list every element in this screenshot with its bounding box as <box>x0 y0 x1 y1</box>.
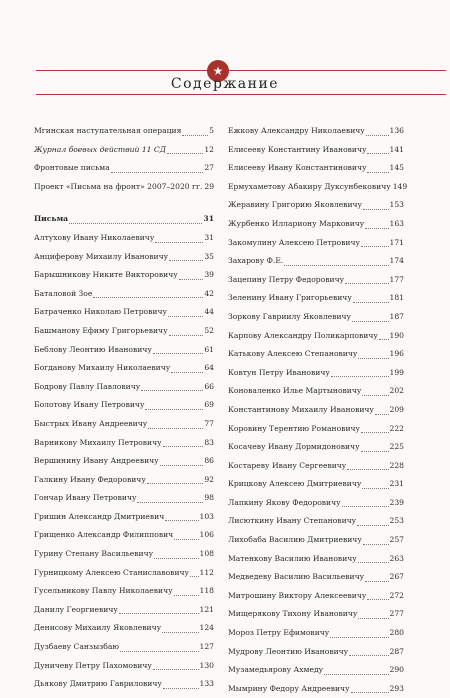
toc-entry-name: Ковтун Петру Ивановичу <box>228 367 330 377</box>
toc-entry-name: Коровину Терентию Романовичу <box>228 423 360 433</box>
toc-entry-page: 64 <box>204 363 214 373</box>
toc-entry-name: Письма <box>34 214 69 224</box>
toc-left-column <box>34 122 214 694</box>
leader-dots <box>363 539 389 545</box>
toc-entry[interactable] <box>34 122 214 141</box>
toc-entry-page: 145 <box>389 163 404 173</box>
star-icon: ★ <box>207 60 229 82</box>
toc-entry[interactable] <box>228 624 404 643</box>
toc-entry-name: Данилу Георгиевичу <box>34 604 118 614</box>
leader-dots <box>69 218 202 224</box>
toc-entry-page: 290 <box>389 665 404 675</box>
toc-entry-page: 199 <box>389 367 404 377</box>
toc-entry-page: 5 <box>209 126 214 135</box>
toc-entry-name: Варникову Михаилу Петровичу <box>34 437 162 447</box>
toc-entry[interactable] <box>228 457 404 476</box>
toc-entry[interactable] <box>34 638 214 657</box>
leader-dots <box>349 650 388 656</box>
leader-dots <box>342 501 389 507</box>
leader-dots <box>358 613 388 619</box>
toc-entry-name: Батраченко Николаю Петровичу <box>34 307 167 317</box>
toc-entry-page: 231 <box>389 479 404 489</box>
leader-dots <box>137 497 203 503</box>
toc-entry-page: 29 <box>204 181 215 191</box>
leader-dots <box>148 423 203 429</box>
toc-entry-page: 35 <box>204 251 214 261</box>
toc-entry[interactable] <box>34 489 214 508</box>
toc-entry[interactable] <box>228 420 404 439</box>
leader-dots <box>190 571 199 577</box>
toc-entry-page: 86 <box>204 456 214 466</box>
leader-dots <box>171 367 203 373</box>
toc-entry[interactable] <box>228 550 404 569</box>
toc-entry[interactable] <box>228 327 404 346</box>
toc-entry-name: Вершинину Ивану Андреевичу <box>34 456 159 466</box>
toc-entry[interactable] <box>34 285 214 304</box>
toc-entry-page: 171 <box>389 237 404 247</box>
toc-entry-page: 31 <box>203 214 214 224</box>
toc-entry-page: 136 <box>389 126 404 135</box>
toc-entry-name: Гурницкому Алексею Станиславовичу <box>34 567 189 577</box>
toc-entry-page: 39 <box>204 270 214 280</box>
toc-entry-page: 98 <box>204 493 214 503</box>
toc-entry-name: Галкину Ивану Федоровичу <box>34 474 146 484</box>
toc-entry-name: Бодрову Павлу Павловичу <box>34 381 141 391</box>
toc-entry-name: Мудрову Леонтию Ивановичу <box>228 646 349 656</box>
toc-entry[interactable] <box>34 434 214 453</box>
toc-entry-name: Косачеву Ивану Дормидоновичу <box>228 442 360 452</box>
toc-entry-name: Денисову Михаилу Яковлевичу <box>34 623 162 633</box>
leader-dots <box>154 553 198 559</box>
toc-entry-page: 133 <box>199 679 214 689</box>
toc-entry-name: Лихобаба Василию Дмитриевичу <box>228 535 362 545</box>
toc-entry-page: 293 <box>389 683 404 693</box>
toc-entry[interactable] <box>34 303 214 322</box>
toc-entry-name: Мищерякову Тихону Ивановичу <box>228 609 358 619</box>
toc-entry[interactable] <box>228 531 404 550</box>
toc-entry-page: 118 <box>199 586 214 596</box>
leader-dots <box>163 441 204 447</box>
toc-entry-name: Гришин Александр Дмитриевич <box>34 511 165 521</box>
toc-entry-page: 92 <box>204 474 214 484</box>
leader-dots <box>182 130 208 136</box>
toc-entry[interactable] <box>228 159 404 178</box>
toc-entry[interactable] <box>228 345 404 364</box>
leader-dots <box>168 311 203 317</box>
leader-dots <box>353 297 389 303</box>
toc-entry-page: 112 <box>199 567 214 577</box>
toc-entry[interactable] <box>228 661 404 680</box>
toc-entry-page: 124 <box>199 623 214 633</box>
leader-dots <box>165 515 198 521</box>
toc-entry[interactable] <box>228 364 404 383</box>
page-title: Содержание <box>170 76 280 92</box>
page-header <box>0 50 450 100</box>
toc-entry-page: 181 <box>389 293 404 303</box>
toc-entry-name: Зоркову Гавриилу Яковлевичу <box>228 311 352 321</box>
toc-entry[interactable] <box>228 680 404 698</box>
toc-entry-page: 190 <box>389 330 404 340</box>
toc-entry[interactable] <box>228 494 404 513</box>
leader-dots <box>352 316 388 322</box>
toc-entry-name: Лапкину Якову Федоровичу <box>228 497 341 507</box>
toc-entry-name: Дуничеву Петру Пахомовичу <box>34 660 152 670</box>
toc-entry-name: Алтухову Ивану Николаевичу <box>34 232 155 242</box>
toc-entry-name: Зацепину Петру Федоровичу <box>228 274 345 284</box>
toc-entry-page: 42 <box>204 288 214 298</box>
toc-entry[interactable] <box>228 475 404 494</box>
leader-dots <box>324 669 388 675</box>
toc-entry-page: 127 <box>199 642 214 652</box>
toc-entry-page: 69 <box>204 400 214 410</box>
leader-dots <box>331 371 389 377</box>
leader-dots <box>160 460 204 466</box>
toc-entry[interactable] <box>228 308 404 327</box>
toc-entry-page: 52 <box>204 325 214 335</box>
toc-entry-page: 130 <box>199 660 214 670</box>
toc-entry-name: Зеленину Ивану Григорьевичу <box>228 293 352 303</box>
toc-right-column <box>228 122 408 698</box>
toc-entry-page: 272 <box>389 590 404 600</box>
toc-entry-name: Быстрых Ивану Андреевичу <box>34 418 148 428</box>
leader-dots <box>365 576 388 582</box>
toc-entry[interactable] <box>34 601 214 620</box>
toc-entry-name: Башманову Ефиму Григорьевичу <box>34 325 168 335</box>
leader-dots <box>367 167 388 173</box>
toc-entry-page: 149 <box>392 181 408 191</box>
toc-entry-name: Лисюткину Ивану Степановичу <box>228 516 357 526</box>
leader-dots <box>284 260 388 266</box>
leader-dots <box>379 334 389 340</box>
toc-entry-page: 222 <box>389 423 404 433</box>
leader-dots <box>163 683 199 689</box>
toc-entry[interactable] <box>228 122 404 141</box>
toc-entry-name: Константинову Михаилу Ивановичу <box>228 404 374 414</box>
toc-entry-page: 225 <box>389 442 404 452</box>
leader-dots <box>111 167 204 173</box>
leader-dots <box>169 330 204 336</box>
leader-dots <box>345 278 388 284</box>
toc-entry[interactable] <box>228 178 408 197</box>
toc-entry-page: 27 <box>204 163 214 173</box>
toc-entry-page: 83 <box>204 437 214 447</box>
toc-entry-page: 196 <box>389 349 404 359</box>
leader-dots <box>162 627 198 633</box>
toc-entry-page: 153 <box>389 200 404 210</box>
toc-entry[interactable] <box>228 382 404 401</box>
toc-entry-name: Дьякову Дмитрию Гавриловичу <box>34 679 162 689</box>
leader-dots <box>358 353 388 359</box>
toc-entry-name: Музамедьярову Ахмеду <box>228 665 324 675</box>
toc-entry-page: 280 <box>389 628 404 638</box>
toc-entry-name: Жеравину Григорию Яковлевичу <box>228 200 363 210</box>
toc-entry-page: 163 <box>389 218 404 228</box>
toc-entry-page: 277 <box>389 609 404 619</box>
toc-entry-name: Ежкову Александру Николаевичу <box>228 126 365 135</box>
toc-entry-name: Журнал боевых действий 11 СД <box>34 144 166 154</box>
leader-dots <box>145 404 203 410</box>
toc-entry[interactable] <box>34 359 214 378</box>
toc-entry[interactable] <box>228 252 404 271</box>
toc-entry-name: Фронтовые письма <box>34 163 110 173</box>
toc-entry-page: 108 <box>199 549 214 559</box>
toc-entry-page: 287 <box>389 646 404 656</box>
toc-entry-name: Беблову Леонтию Ивановичу <box>34 344 152 354</box>
leader-dots <box>330 632 388 638</box>
toc-entry[interactable] <box>228 234 404 253</box>
toc-entry-name: Мымрину Федору Андреевичу <box>228 683 350 693</box>
toc-entry-name: Коноваленко Илье Мартыновичу <box>228 386 362 396</box>
toc-entry-name: Проект «Письма на фронт» 2007–2020 гг. <box>34 181 203 191</box>
toc-entry-page: 121 <box>199 604 214 614</box>
leader-dots <box>358 557 389 563</box>
leader-dots <box>367 148 388 154</box>
toc-entry[interactable] <box>34 141 214 160</box>
toc-entry-name: Елисееву Константину Ивановичу <box>228 144 367 154</box>
toc-entry[interactable] <box>34 396 214 415</box>
leader-dots <box>174 534 198 540</box>
leader-dots <box>167 148 203 154</box>
leader-dots <box>93 292 203 298</box>
toc-entry[interactable] <box>228 401 404 420</box>
toc-entry[interactable] <box>228 568 404 587</box>
toc-entry[interactable] <box>34 471 214 490</box>
toc-entry-page: 103 <box>199 511 214 521</box>
toc-entry-name: Богданову Михаилу Николаевичу <box>34 363 171 373</box>
toc-entry-page: 44 <box>204 307 214 317</box>
toc-entry-name: Журбенко Иллариону Марковичу <box>228 218 365 228</box>
leader-dots <box>366 130 389 136</box>
leader-dots <box>375 409 389 415</box>
toc-entry-page: 61 <box>204 344 214 354</box>
toc-entry[interactable] <box>34 657 214 676</box>
toc-entry-name: Гурину Степану Васильевичу <box>34 549 154 559</box>
toc-entry[interactable] <box>34 266 214 285</box>
toc-entry[interactable] <box>34 322 214 341</box>
leader-dots <box>357 520 388 526</box>
toc-entry-name: Дузбаеву Санзызбаю <box>34 642 119 652</box>
toc-entry-page: 187 <box>389 311 404 321</box>
toc-entry[interactable] <box>228 141 404 160</box>
leader-dots <box>361 427 389 433</box>
toc-entry-name: Мгинская наступательная операция <box>34 126 182 135</box>
leader-dots <box>141 385 203 391</box>
toc-entry[interactable] <box>34 159 214 178</box>
toc-entry[interactable] <box>34 378 214 397</box>
leader-dots <box>155 237 203 243</box>
toc-entry[interactable] <box>34 619 214 638</box>
leader-dots <box>347 464 388 470</box>
toc-entry-page: 12 <box>204 144 214 154</box>
toc-entry-name: Мороз Петру Ефимовичу <box>228 628 330 638</box>
toc-entry[interactable] <box>34 229 214 248</box>
leader-dots <box>365 223 388 229</box>
leader-dots <box>361 446 389 452</box>
toc-entry-page: 263 <box>389 553 404 563</box>
leader-dots <box>169 255 203 261</box>
toc-entry[interactable] <box>34 526 214 545</box>
leader-dots <box>362 483 388 489</box>
toc-entry-name: Гусельникову Павлу Николаевичу <box>34 586 173 596</box>
leader-dots <box>363 204 388 210</box>
toc-entry[interactable] <box>34 178 214 197</box>
leader-dots <box>367 594 388 600</box>
toc-entry-name: Ермухаметову Абакиру Дуксунбековичу <box>228 181 391 191</box>
toc-entry-page: 253 <box>389 516 404 526</box>
header-rule-bottom <box>36 94 446 95</box>
toc-entry-name: Митрошину Виктору Алексеевичу <box>228 590 367 600</box>
leader-dots <box>119 608 199 614</box>
toc-entry[interactable] <box>34 545 214 564</box>
leader-dots <box>179 274 204 280</box>
toc-entry-name: Болотову Ивану Петровичу <box>34 400 145 410</box>
toc-entry-name: Закомулину Алексею Петровичу <box>228 237 360 247</box>
toc-entry-letters-heading[interactable] <box>34 210 214 229</box>
header-rule-top <box>36 70 446 71</box>
toc-entry[interactable] <box>228 215 404 234</box>
toc-entry[interactable] <box>228 271 404 290</box>
toc-entry-name: Елисееву Ивану Константиновичу <box>228 163 367 173</box>
toc-entry-page: 77 <box>204 418 214 428</box>
toc-entry[interactable] <box>34 415 214 434</box>
leader-dots <box>153 664 199 670</box>
leader-dots <box>120 646 199 652</box>
toc-entry[interactable] <box>34 248 214 267</box>
toc-entry[interactable] <box>228 438 404 457</box>
toc-entry-name: Медведеву Василию Васильевичу <box>228 572 365 582</box>
toc-entry[interactable] <box>228 587 404 606</box>
toc-entry[interactable] <box>34 508 214 527</box>
toc-entry-name: Баталовой Зое <box>34 288 93 298</box>
leader-dots <box>361 241 389 247</box>
toc-entry-name: Крицкову Алексею Дмитриевичу <box>228 479 362 489</box>
toc-entry-page: 228 <box>389 460 404 470</box>
toc-entry[interactable] <box>34 452 214 471</box>
toc-entry[interactable] <box>228 605 404 624</box>
toc-entry[interactable] <box>34 564 214 583</box>
toc-entry-page: 177 <box>389 274 404 284</box>
toc-entry-name: Карпову Александру Поликарповичу <box>228 330 378 340</box>
toc-entry-page: 202 <box>389 386 404 396</box>
toc-entry-page: 31 <box>204 232 214 242</box>
toc-entry-name: Костареву Ивану Сергеевичу <box>228 460 347 470</box>
toc-entry-page: 174 <box>389 256 404 266</box>
toc-entry-name: Катькову Алексею Степановичу <box>228 349 358 359</box>
toc-entry-name: Анциферову Михаилу Ивановичу <box>34 251 169 261</box>
toc-entry-name: Захарову Ф.Е. <box>228 256 284 266</box>
toc-entry[interactable] <box>34 675 214 694</box>
leader-dots <box>153 348 203 354</box>
toc-entry-page: 239 <box>389 497 404 507</box>
toc-entry-page: 66 <box>204 381 214 391</box>
toc-entry[interactable] <box>228 196 404 215</box>
leader-dots <box>174 590 199 596</box>
toc-entry-name: Грищенко Александр Филиппович <box>34 530 174 540</box>
leader-dots <box>351 687 389 693</box>
toc-entry-name: Матенкову Василию Ивановичу <box>228 553 357 563</box>
toc-entry[interactable] <box>228 289 404 308</box>
toc-entry-name: Барышникову Никите Викторовичу <box>34 270 178 280</box>
toc-entry-page: 141 <box>389 144 404 154</box>
toc-entry[interactable] <box>228 512 404 531</box>
toc-entry-page: 106 <box>199 530 214 540</box>
toc-entry[interactable] <box>34 582 214 601</box>
leader-dots <box>147 478 204 484</box>
toc-entry-page: 267 <box>389 572 404 582</box>
toc-entry[interactable] <box>228 643 404 662</box>
toc-entry-name: Гончар Ивану Петровичу <box>34 493 137 503</box>
leader-dots <box>362 390 388 396</box>
toc-entry[interactable] <box>34 341 214 360</box>
toc-entry-page: 209 <box>389 404 404 414</box>
toc-entry-page: 257 <box>389 535 404 545</box>
